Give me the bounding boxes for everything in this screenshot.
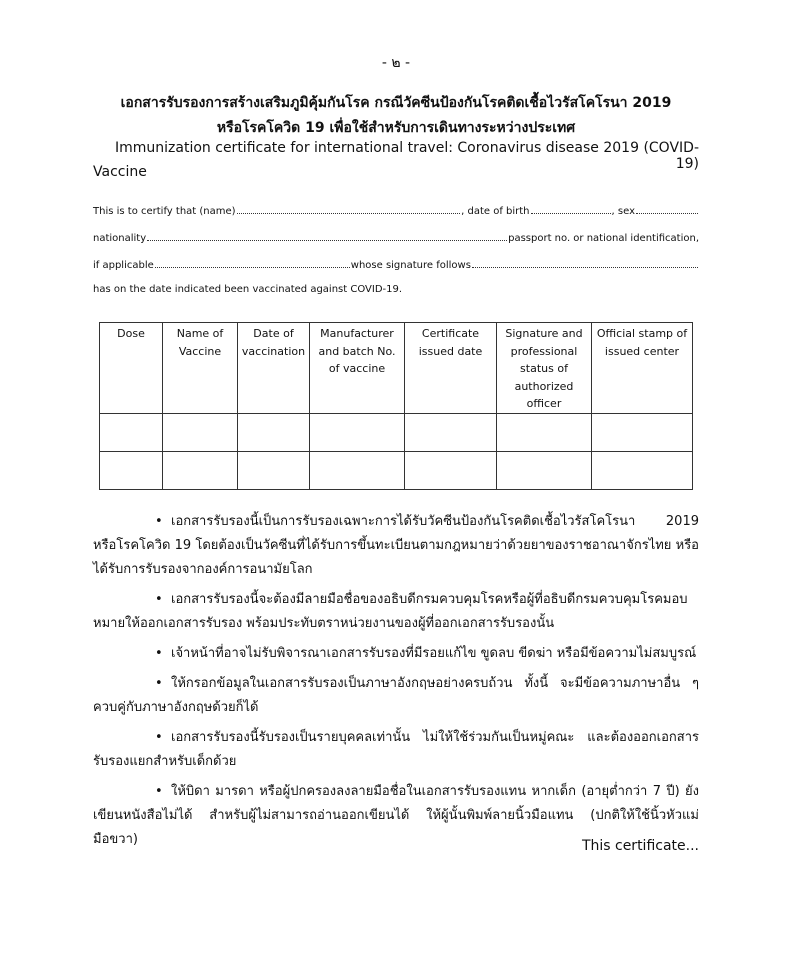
table-row [100,413,693,451]
title-english-line-1: Immunization certificate for international travel: Coronavirus disease 2019 (COVID-19) [115,140,699,172]
sex-field[interactable] [636,204,698,214]
signature-field[interactable] [472,258,698,268]
table-cell[interactable] [163,451,238,489]
note-text: เจ้าหน้าที่อาจไม่รับพิจารณาเอกสารรับรองที่มีรอยแก้ไข ขูดลบ ขีดฆ่า หรือมีข้อความไม่สมบูรณ์ [171,646,697,661]
header-stamp: Official stamp of issued center [592,323,693,414]
bullet-icon: • [155,676,163,691]
passport-field[interactable] [155,258,350,268]
bullet-icon: • [155,592,163,607]
header-issued-date: Certificate issued date [405,323,497,414]
table-row [100,451,693,489]
note-text: เอกสารรับรองนี้รับรองเป็นรายบุคคลเท่านั้น ไม่ให้ใช้ร่วมกันเป็นหมู่คณะ และต้องออกเอกสารรับรองแยกสำหรับเด็กด้วย [93,730,699,769]
page-number: - ๒ - [381,55,411,71]
note-item [93,672,699,720]
vaccination-table [99,322,693,490]
continuation-note: This certificate... [581,838,699,854]
table-cell[interactable] [310,451,405,489]
header-dose: Dose [100,323,163,414]
table-cell[interactable] [497,451,592,489]
vaccinated-statement: has on the date indicated been vaccinated against COVID-19. [93,284,403,295]
header-date: Date of vaccination [238,323,310,414]
note-item [93,726,699,774]
note-item [93,510,699,582]
table-cell[interactable] [405,413,497,451]
sex-label: , sex [611,206,635,217]
note-text: ให้กรอกข้อมูลในเอกสารรับรองเป็นภาษาอังกฤษอย่างครบถ้วน ทั้งนี้ จะมีข้อความภาษาอื่น ๆ ควบคู่กับภาษาอังกฤษด้วยก็ได้ [93,676,699,715]
title-thai-line-2: หรือโรคโควิด 19 เพื่อใช้สำหรับการเดินทางระหว่างประเทศ [216,120,576,136]
bullet-icon: • [155,646,163,661]
note-text: ให้บิดา มารดา หรือผู้ปกครองลงลายมือชื่อในเอกสารรับรองแทน หากเด็ก (อายุต่ำกว่า 7 ปี) ยังเขียนหนังสือไม่ได้ สำหรับผู้ไม่สามารถอ่านออกเขียนได้ ให้ผู้นั้นพิมพ์ลายนิ้วมือแทน (ปกติให้ใช้นิ้วหัวแม่มือขวา) [93,784,699,847]
name-line [93,204,699,217]
signature-label: whose signature follows [350,260,471,271]
bullet-icon: • [155,730,163,745]
certify-label: This is to certify that (name) [93,206,236,217]
table-cell[interactable] [592,413,693,451]
passport-label: passport no. or national identification, [508,233,699,244]
dob-label: , date of birth [461,206,530,217]
header-signature: Signature and professional status of authorized officer [497,323,592,414]
note-item [93,642,699,666]
notes-list [93,510,699,858]
bullet-icon: • [155,514,163,529]
if-applicable-label: if applicable [93,260,154,271]
table-cell[interactable] [497,413,592,451]
header-vaccine-name: Name of Vaccine [163,323,238,414]
table-cell[interactable] [100,413,163,451]
header-manufacturer: Manufacturer and batch No. of vaccine [310,323,405,414]
title-english-line-2: Vaccine [93,164,147,180]
dob-field[interactable] [531,204,611,214]
table-cell[interactable] [405,451,497,489]
title-thai-line-1: เอกสารรับรองการสร้างเสริมภูมิคุ้มกันโรค กรณีวัคซีนป้องกันโรคติดเชื้อไวรัสโคโรนา 2019 [120,95,672,111]
nationality-line [93,231,699,244]
passport-line [93,258,699,271]
table-cell[interactable] [238,451,310,489]
table-cell[interactable] [310,413,405,451]
nationality-field[interactable] [147,231,507,241]
note-text: เอกสารรับรองนี้จะต้องมีลายมือชื่อของอธิบดีกรมควบคุมโรคหรือผู้ที่อธิบดีกรมควบคุมโรคมอบหมายให้ออกเอกสารรับรอง พร้อมประทับตราหน่วยงานของผู้ที่ออกเอกสารรับรองนั้น [93,592,688,631]
table-cell[interactable] [163,413,238,451]
table-cell[interactable] [238,413,310,451]
note-text: เอกสารรับรองนี้เป็นการรับรองเฉพาะการได้รับวัคซีนป้องกันโรคติดเชื้อไวรัสโคโรนา 2019 หรือโรคโควิด 19 โดยต้องเป็นวัคซีนที่ได้รับการขึ้นทะเบียนตามกฎหมายว่าด้วยยาของราชอาณาจักรไทย หรือได้รับการรับรองจากองค์การอนามัยโลก [93,514,699,577]
nationality-label: nationality [93,233,147,244]
bullet-icon: • [155,784,163,799]
note-item [93,588,699,636]
table-cell[interactable] [100,451,163,489]
name-field[interactable] [237,204,461,214]
table-cell[interactable] [592,451,693,489]
